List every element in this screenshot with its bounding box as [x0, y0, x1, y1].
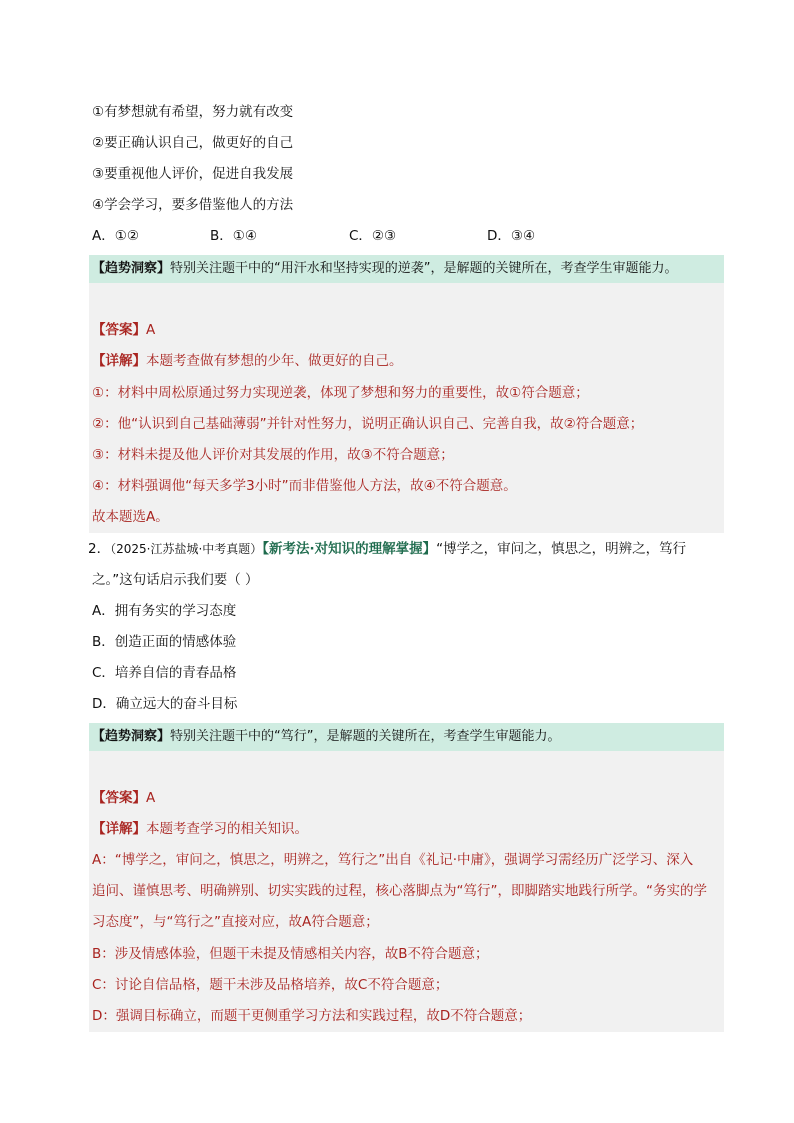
q1-detail-intro: 本题考查做有梦想的少年、做更好的自己。 [146, 353, 403, 369]
q1-analysis-3: ③：材料未提及他人评价对其发展的作用，故③不符合题意； [92, 447, 454, 463]
q1-option-b: B．①④ [210, 228, 257, 244]
q2-option-b: B．创造正面的情感体验 [92, 634, 237, 650]
q1-trend-insight [89, 255, 724, 283]
q2-trend-text: 特别关注题干中的“笃行”，是解题的关键所在，考查学生审题能力。 [170, 729, 561, 744]
q2-stem-line-2: 之。”这句话启示我们要（ ） [92, 572, 259, 588]
q2-detail [92, 819, 308, 839]
q2-stem-text: “博学之，审问之，慎思之，明辨之，笃行 [436, 541, 687, 557]
q2-detail-intro: 本题考查学习的相关知识。 [146, 821, 308, 837]
q2-trend-tag: 【趋势洞察】 [92, 729, 171, 744]
statement-3: ③要重视他人评价，促进自我发展 [92, 166, 294, 182]
q1-analysis-4: ④：材料强调他“每天多学3小时”而非借鉴他人方法，故④不符合题意。 [92, 478, 517, 494]
q2-analysis-d: D：强调目标确立，而题干更侧重学习方法和实践过程，故D不符合题意； [92, 1008, 532, 1024]
q2-number: 2． [88, 541, 111, 557]
q1-conclusion: 故本题选A。 [92, 509, 169, 525]
q1-answer [92, 320, 155, 340]
q1-options [92, 226, 724, 246]
q1-answer-tag: 【答案】 [92, 322, 146, 338]
q2-option-c: C．培养自信的青春品格 [92, 665, 237, 681]
q1-option-c: C．②③ [349, 228, 397, 244]
q2-analysis-b: B：涉及情感体验，但题干未提及情感相关内容，故B不符合题意； [92, 946, 489, 962]
q1-answer-value: A [146, 322, 156, 338]
q1-detail [92, 351, 403, 371]
statement-1: ①有梦想就有希望，努力就有改变 [92, 104, 294, 120]
q2-analysis-a-3: 习态度”，与“笃行之”直接对应，故A符合题意； [92, 914, 379, 930]
q2-option-a: A．拥有务实的学习态度 [92, 603, 237, 619]
q1-trend-tag: 【趋势洞察】 [92, 261, 171, 276]
q2-detail-tag: 【详解】 [92, 821, 146, 837]
q2-analysis-a-1: A：“博学之，审问之，慎思之，明辨之，笃行之”出自《礼记·中庸》，强调学习需经历广泛学习、深入 [92, 852, 694, 868]
statement-4: ④学会学习，要多借鉴他人的方法 [92, 197, 294, 213]
q1-analysis-1: ①：材料中周松原通过努力实现逆袭，体现了梦想和努力的重要性，故①符合题意； [92, 385, 589, 401]
q1-detail-tag: 【详解】 [92, 353, 146, 369]
q2-analysis-a-2: 追问、谨慎思考、明确辨别、切实实践的过程，核心落脚点为“笃行”，即脚踏实地践行所学。“务实的学 [92, 883, 707, 899]
q1-option-a: A．①② [92, 228, 139, 244]
q2-stem-line-1 [88, 539, 686, 559]
q2-trend-insight [89, 723, 724, 751]
statement-2: ②要正确认识自己，做更好的自己 [92, 135, 294, 151]
q2-source: （2025·江苏盐城·中考真题） [110, 542, 263, 556]
q2-answer-value: A [146, 790, 156, 806]
q1-trend-text: 特别关注题干中的“用汗水和坚持实现的逆袭”，是解题的关键所在，考查学生审题能力。 [170, 261, 678, 276]
q2-answer-tag: 【答案】 [92, 790, 146, 806]
q2-answer [92, 788, 155, 808]
q1-analysis-2: ②：他“认识到自己基础薄弱”并针对性努力，说明正确认识自己、完善自我，故②符合题意； [92, 416, 644, 432]
q1-option-d: D．③④ [487, 228, 536, 244]
q2-option-d: D．确立远大的奋斗目标 [92, 696, 238, 712]
q2-analysis-c: C：讨论自信品格，题干未涉及品格培养，故C不符合题意； [92, 977, 449, 993]
q2-tag: 【新考法·对知识的理解掌握】 [262, 541, 437, 557]
